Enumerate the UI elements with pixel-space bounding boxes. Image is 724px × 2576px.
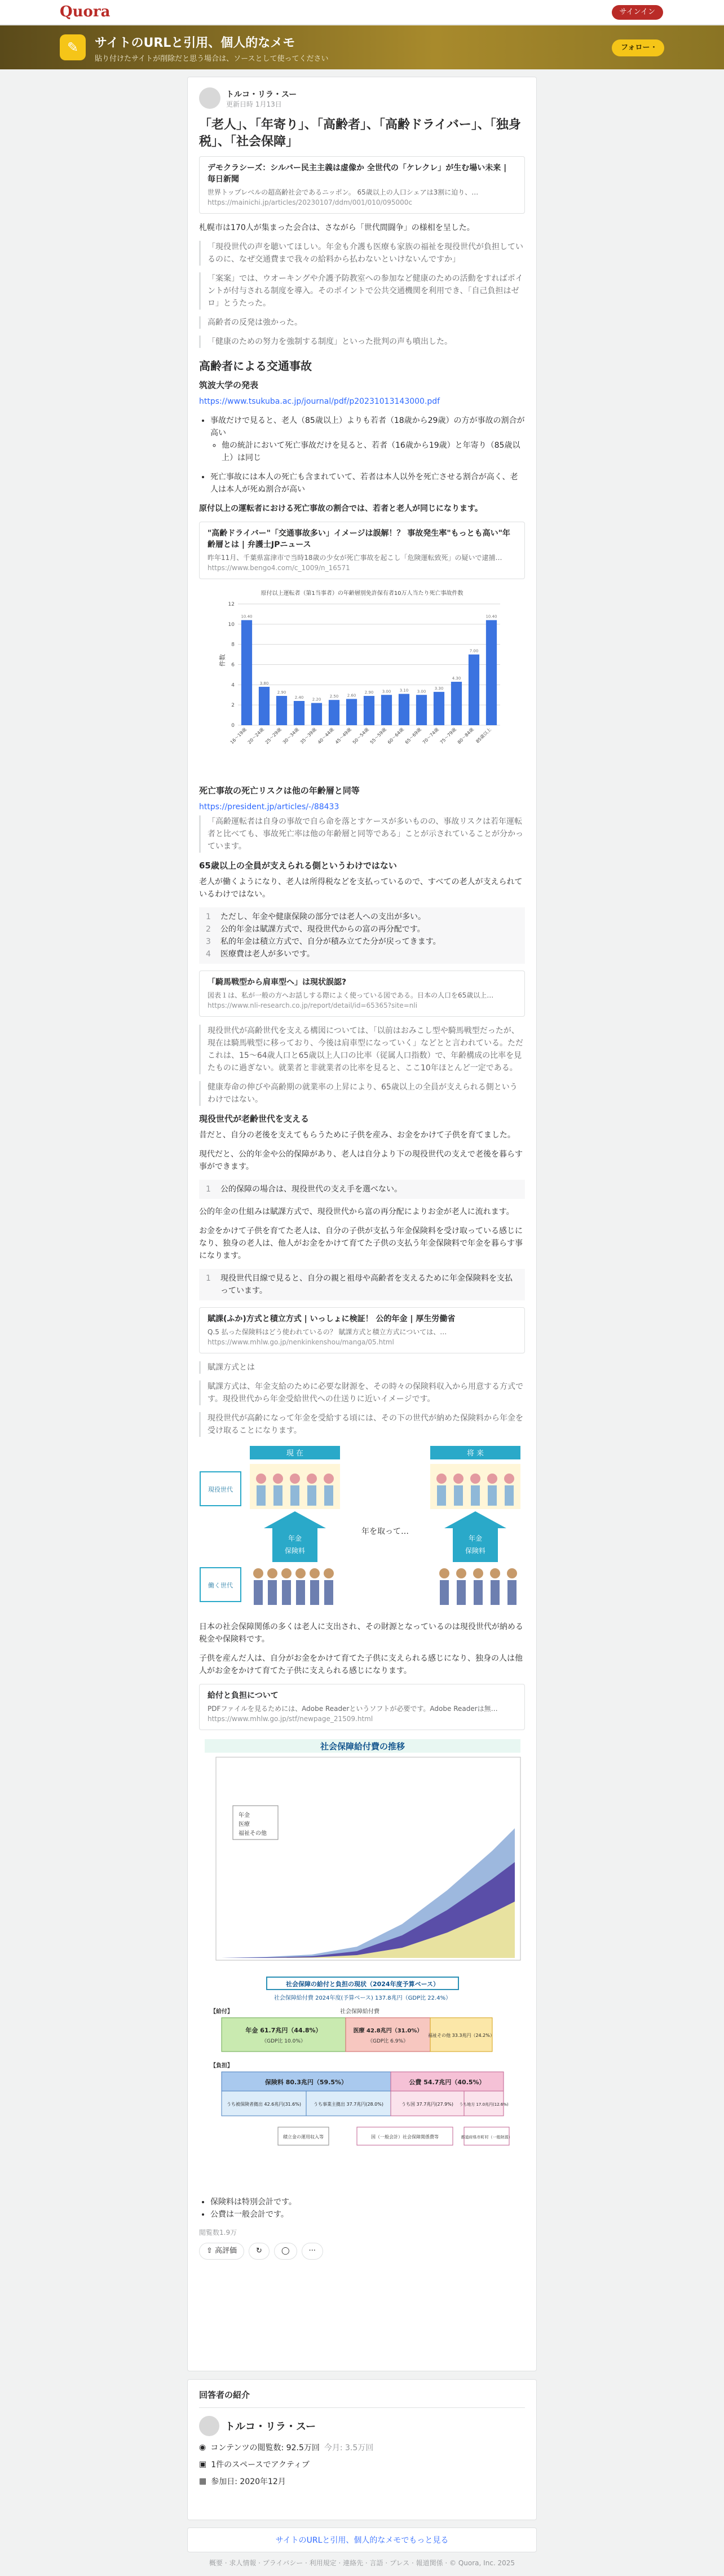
chart-data-label: 7.00 — [469, 649, 479, 654]
trend-legend-medical: 医療 — [239, 1821, 250, 1828]
link-card-url: https://mainichi.jp/articles/20230107/ddm/001/010/095000c — [208, 199, 412, 206]
paragraph: 老人が働くようになり、老人は所得税などを支払っているので、すべての老人が支えられているわけではない。 — [199, 877, 523, 899]
quote: 「案案」では、ウオーキングや介護予防教室への参加など健康のための活動をすればポイントが付与される制度を導入。そのポイントで公共交通機関を利用でき、「自己負担はゼロ」とうたった。 — [199, 272, 525, 310]
quote: 高齢者の反発は強かった。 — [199, 316, 525, 329]
paragraph: 日本の社会保障関係の多くは老人に支出され、その財源となっているのは現役世代が納める税金や保険料です。 — [199, 1622, 523, 1644]
chart-data-label: 3.80 — [259, 681, 269, 686]
bb-burden-heading: 【負担】 — [210, 2063, 233, 2069]
source-link[interactable]: https://president.jp/articles/-/88433 — [199, 802, 339, 811]
bb-pension: 年金 61.7兆円（44.8%） — [245, 2027, 322, 2034]
link-card-url: https://www.bengo4.com/c_1009/n_16571 — [208, 564, 350, 572]
chart-bar — [416, 695, 427, 725]
link-card-url: https://www.mhlw.go.jp/stf/newpage_21509.html — [208, 1715, 373, 1723]
chart-y-tick: 12 — [228, 602, 235, 607]
paragraph: 現代だと、公的年金や公的保障があり、老人は自分より下の現役世代の支えで老後を暮らす事ができます。 — [199, 1150, 523, 1171]
fatal-accident-chart — [215, 587, 509, 775]
chart-y-tick: 8 — [231, 642, 235, 648]
insurance-label-future: 保険料 — [465, 1547, 486, 1555]
subheading: 死亡事故の死亡リスクは他の年齢層と同等 — [199, 786, 360, 796]
chart-x-tick: 70〜74歳 — [421, 727, 440, 746]
link-card-desc: 昨年11月、千葉県富津市で当時18歳の少女が死亡事故を起こし「危険運転致死」の疑いで逮捕… — [208, 554, 502, 562]
chart-x-tick: 80〜84歳 — [456, 727, 475, 746]
chart-data-label: 3.10 — [399, 688, 409, 693]
list-item: • 死亡事故には本人の死亡も含まれていて、若者は本人以外を死亡させる割合が高く、老人は本人が死ぬ割合が高い — [210, 471, 525, 496]
chart-bar — [451, 682, 462, 725]
chart-data-label: 3.30 — [434, 686, 444, 691]
space-title[interactable]: サイトのURLと引用、個人的なメモ — [95, 36, 295, 50]
benefit-burden-figure — [199, 1975, 526, 2189]
avatar[interactable] — [199, 2416, 219, 2436]
more-button[interactable] — [302, 2243, 323, 2260]
chart-y-tick: 4 — [231, 682, 235, 689]
bb-insurance: 保険料 80.3兆円（59.5%） — [264, 2079, 348, 2086]
bar-chart-svg — [215, 587, 509, 773]
chart-x-tick: 45〜49歳 — [334, 727, 352, 746]
quote: 賦課方式とは — [199, 1361, 525, 1374]
quote: 健康寿命の伸びや高齢期の就業率の上昇により、65歳以上の全員が支えられる側というわけではない。 — [199, 1081, 525, 1106]
chart-x-tick: 75〜79歳 — [439, 727, 457, 746]
bold-paragraph: 原付以上の運転者における死亡事故の割合では、若者と老人が同じになります。 — [199, 504, 483, 513]
chart-bar — [399, 694, 409, 725]
source-link[interactable]: https://www.tsukuba.ac.jp/journal/pdf/p20231013143000.pdf — [199, 397, 440, 406]
quote: 現役世代が高齢世代を支える構図については、「以前はおみこし型や騎馬戦型だったが、現在は騎馬戦型に移っており、今後は肩車型になっていく」などとと言われている。ただこれは、15〜64歳人口と65歳以上人口の比率（従属人口指数）で、年齢構成の比率を見たものに過ぎない。就業者と非就業者の比率を見ると、ここ10年ほとんど一定である。 — [199, 1025, 525, 1074]
chart-x-tick: 35〜39歳 — [299, 727, 317, 746]
comment-icon: ◯ — [281, 2247, 290, 2255]
chart-data-label: 10.40 — [485, 614, 497, 619]
link-card-title: 「騎馬戦型から肩車型へ」は現状誤認? — [208, 978, 347, 987]
bullet-list — [210, 414, 525, 496]
bb-medical: 医療 42.8兆円（31.0%） — [353, 2028, 423, 2034]
link-card-desc: 図表１は、私が一般の方へお話しする際によく使っている図である。日本の人口を65歳以上… — [208, 991, 494, 999]
quora-logo[interactable]: Quora — [60, 3, 111, 20]
chart-bar — [294, 701, 304, 725]
bullet-list — [210, 2196, 525, 2221]
author-views-month: 今月: 3.5万回 — [324, 2443, 374, 2453]
pension-label-future: 年金 — [468, 1534, 483, 1542]
share-button[interactable] — [249, 2243, 270, 2260]
spaces-icon: ▣ — [199, 2460, 207, 2469]
bb-bottom2: 都道府県市町村（一般財源） — [461, 2135, 513, 2140]
share-icon: ↻ — [256, 2247, 262, 2255]
bb-medical-gdp: 《GDP比 6.9%》 — [367, 2039, 409, 2044]
space-banner — [0, 25, 724, 69]
list-item: 4 医療費は老人が多いです。 — [206, 950, 315, 959]
bb-medical-box — [346, 2018, 430, 2052]
chart-data-label: 2.60 — [347, 693, 356, 698]
chart-y-label: 件数 — [219, 654, 226, 667]
chart-data-label: 2.50 — [329, 694, 339, 699]
chart-bar — [259, 687, 270, 725]
list-item: • 公費は一般会計です。 — [210, 2208, 525, 2221]
subheading: 65歳以上の全員が支えられる側というわけではない — [199, 861, 397, 871]
chart-data-label: 2.40 — [294, 695, 304, 700]
chart-title: 原付以上運転者（第1当事者）の年齢層別免許保有者10万人当たり死亡事故件数 — [261, 590, 463, 597]
bb-total: 社会保障給付費 2024年度(予算ベース) 137.8兆円（GDP比 22.4%） — [273, 1995, 452, 2001]
action-bar — [199, 2243, 525, 2260]
chart-bar — [486, 620, 497, 725]
link-card-desc: PDFファイルを見るためには、Adobe Readerというソフトが必要です。Adobe Readerは無… — [208, 1705, 498, 1713]
footer-links[interactable]: 概要 · 求人情報 · プライバシー · 利用規定 · 連絡先 · 言語 · プレス · 報道関係 · © Quora, Inc. 2025 — [209, 2559, 515, 2567]
upvote-button[interactable] — [199, 2243, 244, 2260]
link-card-mhlw[interactable] — [199, 1307, 525, 1353]
future-label: 将 来 — [466, 1449, 484, 1458]
paragraph: 公的年金の仕組みは賦課方式で、現役世代から富の再分配によりお金が老人に流れます。 — [199, 1207, 514, 1216]
pension-label: 年金 — [288, 1534, 302, 1542]
bb-benefit-heading: 【給付】 — [210, 2009, 233, 2015]
chart-data-label: 4.30 — [452, 676, 461, 681]
list-item: ◦ 他の統計において死亡事故だけを見ると、若者（16歳から19歳）と年寄り（85歳以上）は同じ — [222, 439, 525, 464]
list-item: 3 私的年金は積立方式で、自分が積み立てた分が戻ってきます。 — [206, 937, 441, 946]
link-card-url: https://www.mhlw.go.jp/nenkinkenshou/manga/05.html — [208, 1338, 394, 1346]
chart-bar — [241, 620, 252, 725]
now-label: 現 在 — [286, 1449, 304, 1458]
author-row — [199, 85, 525, 112]
quote: 「現役世代の声を聴いてほしい。年金も介護も医療も家族の福祉を現役世代が負担しているのに、なぜ交通費まで我々の給料から払わないといけないんですか」 — [199, 241, 525, 266]
bb-pension-gdp: 《GDP比 10.0%》 — [262, 2039, 306, 2044]
chart-x-tick: 30〜34歳 — [281, 727, 300, 746]
chart-bar — [276, 696, 287, 725]
chart-data-label: 2.90 — [277, 690, 286, 695]
chart-bar — [364, 696, 374, 725]
upvote-icon: ⇧ — [206, 2247, 215, 2255]
bb-title: 社会保障の給付と負担の現状（2024年度予算ベース） — [285, 1980, 440, 1988]
top-bar — [0, 0, 724, 25]
paragraph: 昔だと、自分の老後を支えてもらうために子供を産み、お金をかけて子供を育てました。 — [199, 1131, 515, 1140]
updated-date[interactable]: 更新日時 1月13日 — [226, 100, 282, 108]
post-card — [187, 77, 537, 2371]
social-security-trend-figure — [199, 1738, 526, 1969]
upvote-label: 高評価 — [215, 2247, 237, 2255]
link-card-url: https://www.nli-research.co.jp/report/detail/id=65365?site=nli — [208, 1002, 418, 1009]
chart-data-label: 3.00 — [382, 689, 391, 694]
chart-x-tick: 55〜59歳 — [369, 727, 387, 746]
link-card-title: 賦課(ふか)方式と積立方式 | いっしょに検証！ 公的年金 | 厚生労働省 — [208, 1315, 456, 1324]
paragraph: お金をかけて子供を育てた老人は、自分の子供が支払う年金保険料を受け取っている感じになり、独身の老人は、他人がお金をかけて育てた子供の支払う年金保険料で年金を暮らす事になります。 — [199, 1227, 523, 1260]
more-icon: ··· — [308, 2247, 316, 2255]
chart-bar — [434, 692, 444, 725]
trend-title: 社会保障給付費の推移 — [320, 1741, 405, 1752]
author-card — [187, 2379, 537, 2520]
follow-button[interactable]: フォロー · — [612, 39, 664, 56]
eye-icon: ◉ — [199, 2443, 206, 2452]
chart-x-tick: 16〜19歳 — [229, 727, 248, 746]
chart-x-tick: 50〜54歳 — [351, 727, 370, 746]
more-from-space-link[interactable]: サイトのURLと引用、個人的なメモでもっと見る — [187, 2528, 537, 2552]
chart-x-tick: 40〜44歳 — [316, 727, 335, 746]
list-item: • 事故だけで見ると、老人（85歳以上）よりも若者（18歳から29歳）の方が事故の割合が高い — [210, 414, 525, 439]
subheading: 筑波大学の発表 — [199, 380, 259, 390]
chart-y-tick: 6 — [231, 662, 235, 668]
chart-x-tick: 25〜29歳 — [264, 727, 282, 746]
chart-bar — [469, 655, 479, 725]
author-name[interactable]: トルコ・リラ・スー — [226, 90, 297, 99]
numbered-list — [199, 1180, 525, 1199]
chart-y-tick: 10 — [228, 621, 235, 628]
chart-bar — [329, 700, 339, 725]
link-card-title: 給付と負担について — [208, 1691, 279, 1700]
bb-pub1: うち国 37.7兆円(27.9%) — [401, 2102, 454, 2107]
list-item: • 保険料は特別会計です。 — [210, 2196, 525, 2208]
link-card-desc: 世界トップレベルの超高齢社会であるニッポン。 65歳以上の人口シェアは3割に迫り、… — [208, 188, 479, 196]
bb-benefit-label: 社会保障給付費 — [340, 2009, 379, 2015]
pension-illustration — [199, 1444, 526, 1613]
chart-bar — [346, 699, 357, 725]
signin-button[interactable]: サインイン — [612, 5, 663, 20]
chart-x-tick: 20〜24歳 — [246, 727, 265, 746]
author-joined: ▦ 参加日: 2020年12月 — [199, 2477, 286, 2486]
chart-bar — [381, 695, 392, 725]
chart-data-label: 3.00 — [417, 689, 426, 694]
chart-data-label: 10.40 — [241, 614, 253, 619]
list-item: 1 ただし、年金や健康保険の部分では老人への支出が多い。 — [206, 912, 426, 921]
link-card-desc: Q.5 払った保険料はどう使われているの？ 賦課方式と積立方式については、… — [208, 1328, 447, 1336]
bb-public: 公費 54.7兆円（40.5%） — [409, 2079, 485, 2086]
comment-button[interactable] — [274, 2243, 297, 2260]
aging-label: 年を取って… — [361, 1527, 409, 1536]
paragraph: 札幌市は170人が集まった会合は、さながら「世代間闘争」の様相を呈した。 — [199, 223, 475, 232]
author-views: ◉ コンテンツの閲覧数: 92.5万回 今月: 3.5万回 — [199, 2443, 374, 2453]
quote: 「健康のための努力を強制する制度」といった批判の声も噴出した。 — [199, 336, 525, 348]
chart-x-tick: 60〜64歳 — [386, 727, 405, 746]
quote: 現役世代が高齢になって年金を受給する頃には、その下の世代が納めた保険料から年金を受け取ることになります。 — [199, 1412, 525, 1437]
bb-ins2: うち事業主拠出 37.7兆円(28.0%) — [313, 2102, 384, 2107]
section-heading: 高齢者による交通事故 — [199, 359, 312, 373]
subheading: 現役世代が老齢世代を支える — [199, 1114, 310, 1124]
list-item: 1 現役世代目線で見ると、自分の親と祖母や高齢者を支えるために年金保険料を支払っています。 — [206, 1274, 513, 1295]
link-card-mhlw-2[interactable] — [199, 1684, 525, 1730]
trend-legend-welfare: 福祉その他 — [239, 1830, 267, 1837]
list-item: 2 公的年金は賦課方式で、現役世代からの富の再分配です。 — [206, 925, 425, 934]
insurance-label: 保険料 — [284, 1547, 306, 1555]
bb-pub2: うち地方 17.0兆円(12.6%) — [459, 2102, 509, 2107]
paragraph: 子供を産んだ人は、自分がお金をかけて育てた子供に支えられる感じになり、独身の人は他人がお金をかけて育てた子供に支えられる感じになります。 — [199, 1654, 523, 1675]
numbered-list — [199, 907, 525, 964]
numbered-list — [199, 1269, 525, 1300]
chart-y-tick: 2 — [231, 703, 235, 709]
quote: 賦課方式は、年金支給のために必要な財源を、その時々の保険料収入から用意する方式です。現役世代から年金受給世代への仕送りに近いイメージです。 — [199, 1380, 525, 1405]
author-card-name[interactable]: トルコ・リラ・スー — [225, 2421, 316, 2433]
link-card-mainichi[interactable] — [199, 156, 525, 214]
link-card-bengo4[interactable] — [199, 522, 525, 579]
chart-data-label: 2.90 — [364, 690, 374, 695]
author-spaces: ▣ 1件のスペースでアクティブ — [199, 2460, 310, 2469]
quote: 「高齢運転者は自身の事故で自ら命を落とすケースが多いものの、事故リスクは若年運転者と比べても、事故死亡率は他の年齢層と同等である」ことが示されていることが分かっています。 — [199, 815, 525, 853]
link-card-title: デモクラシーズ：シルバー民主主義は虚像か 全世代の「ケレクレ」が生む場い未来 | 毎日新聞 — [208, 164, 507, 184]
link-card-nli[interactable] — [199, 971, 525, 1017]
bb-ins1: うち被保険者拠出 42.6兆円(31.6%) — [226, 2102, 302, 2107]
bb-asset: 積立金の運用収入等 — [283, 2134, 324, 2140]
calendar-icon: ▦ — [199, 2477, 207, 2486]
author-card-title: 回答者の紹介 — [199, 2389, 525, 2408]
space-subtitle: 貼り付けたサイトが削除だと思う場合は、ソースとして使ってください — [95, 55, 329, 63]
chart-data-label: 2.20 — [312, 697, 321, 702]
chart-bar — [311, 703, 322, 725]
list-item: 1 公的保障の場合は、現役世代の支え手を選べない。 — [206, 1185, 402, 1194]
chart-x-tick: 85歳以上 — [475, 727, 492, 744]
active-label: 現役世代 — [208, 1486, 233, 1493]
bb-pension-box — [222, 2018, 346, 2052]
trend-legend-pension: 年金 — [239, 1812, 250, 1819]
chart-y-tick: 0 — [231, 723, 235, 729]
working-label: 働く世代 — [208, 1582, 233, 1589]
chart-x-tick: 65〜69歳 — [404, 727, 422, 746]
space-icon[interactable]: ✎ — [60, 34, 86, 60]
view-count: 閲覧数1.9万 — [199, 2229, 237, 2237]
bb-welfare: 福祉その他 33.3兆円（24.2%） — [428, 2033, 495, 2038]
avatar[interactable] — [199, 87, 220, 109]
link-card-title: "高齢ドライバー"「交通事故多い」イメージは誤解！？ 事故発生率"もっとも高い"年齢層とは | 弁護士JPニュース — [208, 529, 510, 549]
bb-bottom1: 国（一般会計）社会保障関係費等 — [371, 2134, 439, 2140]
post-title: 「老人」、「年寄り」、「高齢者」、「高齢ドライバー」、「独身税」、「社会保障」 — [199, 118, 521, 149]
